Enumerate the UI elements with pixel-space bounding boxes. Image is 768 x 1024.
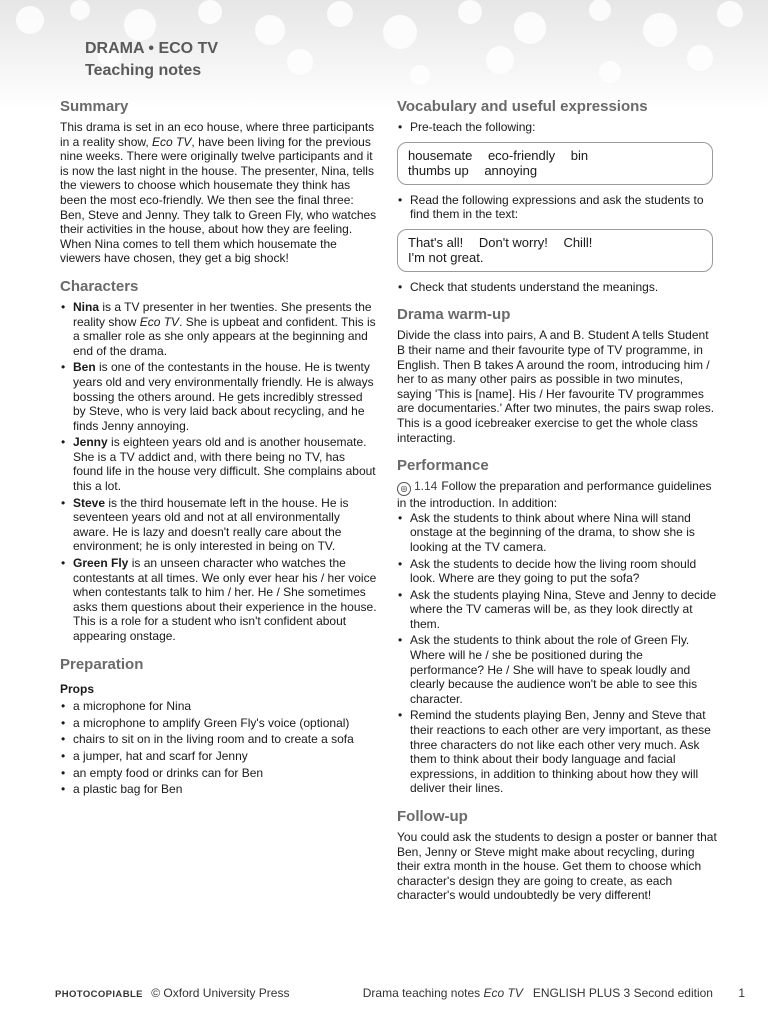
audio-cd-icon: ◎ [397,482,411,496]
prop-item: • a microphone to amplify Green Fly's voice (optional) [60,716,378,731]
character-steve: • Steve is the third housemate left in the house. He is seventeen years old and not at all environmentally aware. He is lazy and doesn't really care about the environment; he is only interested in being on TV. [60,496,378,554]
expression: That's all! [408,234,464,250]
summary-heading: Summary [60,98,129,115]
summary-text: This drama is set in an eco house, where three participants in a reality show, Eco TV, have been living for the previous nine weeks. There were originally twelve participants and it is now the last night in the house. The presenter, Nina, tells the viewers to choose which housemate they think has been the most eco-friendly. We then see the final three: Ben, Steve and Jenny. They talk to Green Fly, who watches their activities in the house, about how they are feeling. When Nina comes to tell them which housemate the viewers have chosen, they get a big shock! [60,120,377,266]
performance-item: • Ask the students to decide how the living room should look. Where are they going to put the sofa? [397,557,717,586]
prop-item: • a jumper, hat and scarf for Jenny [60,749,378,764]
right-column [397,98,717,915]
vocab-heading: Vocabulary and useful expressions [397,98,648,115]
character-jenny: • Jenny is eighteen years old and is another housemate. She is a TV addict and, with there being no TV, has found life in the house very difficult. She complains about this a lot. [60,435,378,493]
performance-intro: ◎ 1.14 Follow the preparation and performance guidelines in the introduction. In addition: [397,479,712,511]
vocab-box [397,142,713,185]
photocopiable-label: PHOTOCOPIABLE [55,989,143,1000]
characters-heading: Characters [60,277,139,295]
vocab-word: annoying [484,163,538,179]
check-instruction: • Check that students understand the meanings. [397,280,717,295]
page-subtitle: Teaching notes [85,62,202,79]
read-instruction: • Read the following expressions and ask the students to find them in the text: [397,193,717,222]
props-list [60,699,378,797]
summary-section [60,98,378,266]
performance-heading: Performance [397,457,489,475]
expression: I'm not great. [408,250,484,266]
props-label: Props [60,681,95,696]
vocab-list-2 [397,193,717,222]
warmup-text: Divide the class into pairs, A and B. Student A tells Student B their name and their favourite type of TV programme, in English. Then B takes A around the room, introducing him / her to as many other pairs as possible in two minutes, saying 'This is [name]. His / Her favourite TV programmes are documentaries.' After two minutes, the pairs swap roles. This is a good icebreaker exercise to get the whole class interacting. [397,328,715,445]
prop-item: • an empty food or drinks can for Ben [60,766,378,781]
vocab-section [397,98,717,294]
character-green-fly: • Green Fly is an unseen character who watches the contestants at all times. We only ever hear his / her voice when contestants talk to him / her. He / She sometimes asks them questions about their experience in the house. This is a role for a student who isn't confident about appearing onstage. [60,556,378,644]
characters-section [60,278,378,644]
performance-list [397,511,717,796]
prop-item: • a plastic bag for Ben [60,782,378,797]
vocab-word: housemate [408,147,473,163]
warmup-section [397,306,717,445]
audio-track-number: 1.14 [414,479,438,494]
vocab-list-3 [397,280,717,295]
prop-item: • chairs to sit on in the living room and to create a sofa [60,732,378,747]
preparation-section [60,656,378,797]
page-header [85,38,218,82]
performance-item: • Ask the students playing Nina, Steve and Jenny to decide where the TV cameras will be, as they look directly at them. [397,588,717,632]
character-nina: • Nina is a TV presenter in her twenties. She presents the reality show Eco TV. She is upbeat and confident. This is a smaller role as she only appears at the beginning and end of the drama. [60,300,378,358]
publisher: © Oxford University Press [151,986,290,1000]
vocab-word: bin [570,147,589,163]
footer-right [363,986,745,1000]
left-column [60,98,378,809]
pre-teach-instruction: • Pre-teach the following: [397,120,717,135]
performance-item: • Ask the students to think about the role of Green Fly. Where will he / she be positioned during the performance? He / She will have to speak loudly and clearly because the audience won't be able to see this character. [397,633,717,706]
vocab-word: thumbs up [408,163,469,179]
page-title: DRAMA • ECO TV [85,40,219,57]
performance-item: • Remind the students playing Ben, Jenny and Steve that their reactions to each other are very important, as these three characters do not like each other very much. Ask them to think about their body language and facial expressions, in addition to thinking about how they will deliver their lines. [397,708,717,796]
vocab-word: eco-friendly [487,147,556,163]
followup-section [397,808,717,903]
edition: ENGLISH PLUS 3 Second edition [532,986,713,1000]
preparation-heading: Preparation [60,655,144,673]
footer-left [55,986,289,1000]
expression: Don't worry! [478,234,548,250]
warmup-heading: Drama warm-up [397,306,511,324]
followup-heading: Follow-up [397,808,468,825]
expressions-box [397,229,713,272]
expression: Chill! [563,234,593,250]
performance-section [397,457,717,796]
performance-item: • Ask the students to think about where Nina will stand onstage at the beginning of the drama, to show she is looking at the TV camera. [397,511,717,555]
notes-title: Eco TV [483,986,523,1000]
character-ben: • Ben is one of the contestants in the house. He is twenty years old and very environmentally friendly. He is always bossing the others around. He gets incredibly stressed by Steve, who is very laid back about recycling, and he finds Jenny annoying. [60,360,378,433]
characters-list [60,300,378,644]
notes-label: Drama teaching notes [362,986,481,1000]
prop-item: • a microphone for Nina [60,699,378,714]
page-number: 1 [738,986,745,1000]
followup-text: You could ask the students to design a poster or banner that Ben, Jenny or Steve might make about recycling, during their extra month in the house. Get them to choose which character's design they are going to create, as each character's would undoubtedly be very different! [397,830,717,903]
vocab-list-1 [397,120,717,135]
